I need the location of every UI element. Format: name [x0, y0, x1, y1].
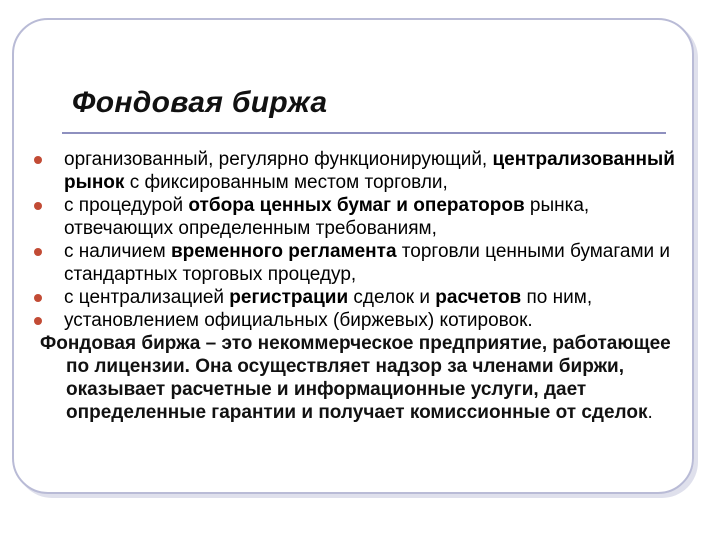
- list-item: установлением официальных (биржевых) котировок.: [32, 309, 692, 332]
- slide-title: Фондовая биржа: [72, 86, 328, 119]
- list-item: организованный, регулярно функционирующий, централизованный рынок с фиксированным местом торговли,: [32, 148, 692, 194]
- bullet-icon: [34, 294, 42, 302]
- bullet-icon: [34, 317, 42, 325]
- bullet-icon: [34, 202, 42, 210]
- summary-paragraph: Фондовая биржа – это некоммерческое предприятие, работающее по лицензии. Она осуществляет надзор за членами биржи, оказывает расчетные и информационные услуги, дает определенные гарантии и получает комиссионные от сделок.: [40, 333, 671, 423]
- list-item: с наличием временного регламента торговли ценными бумагами и стандартных торговых процедур,: [32, 240, 692, 286]
- slide-content: [32, 148, 692, 424]
- list-item: с процедурой отбора ценных бумаг и операторов рынка, отвечающих определенным требованиям,: [32, 194, 692, 240]
- title-underline: [62, 132, 666, 134]
- list-item: с централизацией регистрации сделок и расчетов по ним,: [32, 286, 692, 309]
- bullet-icon: [34, 248, 42, 256]
- bullet-icon: [34, 156, 42, 164]
